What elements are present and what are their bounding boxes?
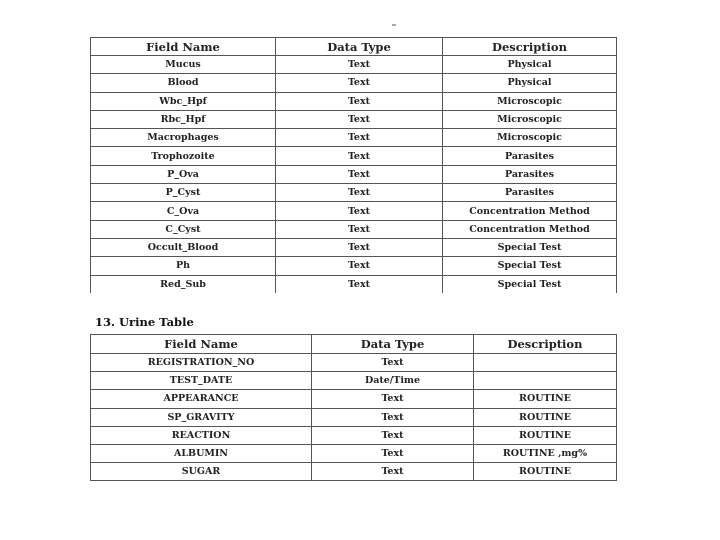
data-type-cell: Text <box>276 129 443 147</box>
description-cell: Concentration Method <box>443 202 617 220</box>
field-name-cell: Rbc_Hpf <box>91 110 276 128</box>
description-cell: Concentration Method <box>443 220 617 238</box>
field-name-cell: Occult_Blood <box>91 238 276 256</box>
description-cell: ROUTINE ,mg% <box>474 444 617 462</box>
table-header-row <box>91 38 617 56</box>
table-row <box>91 184 617 202</box>
scan-speck <box>392 24 396 26</box>
column-header-field-name: Field Name <box>91 38 276 56</box>
data-type-cell: Text <box>312 354 474 372</box>
data-type-cell: Text <box>276 220 443 238</box>
column-header-field-name: Field Name <box>91 335 312 354</box>
description-cell: Physical <box>443 56 617 74</box>
column-header-description: Description <box>443 38 617 56</box>
description-cell: Parasites <box>443 165 617 183</box>
table-row <box>91 372 617 390</box>
table-row <box>91 202 617 220</box>
table-row <box>91 165 617 183</box>
table-row <box>91 257 617 275</box>
data-type-cell: Text <box>276 56 443 74</box>
urine-table-body <box>91 354 617 481</box>
table-row <box>91 426 617 444</box>
data-type-cell: Text <box>276 184 443 202</box>
table-row <box>91 444 617 462</box>
table-row <box>91 463 617 481</box>
description-cell: ROUTINE <box>474 463 617 481</box>
table-row <box>91 129 617 147</box>
description-cell: Special Test <box>443 238 617 256</box>
column-header-data-type: Data Type <box>276 38 443 56</box>
field-name-cell: P_Cyst <box>91 184 276 202</box>
data-type-cell: Text <box>276 257 443 275</box>
table-row <box>91 390 617 408</box>
table-row <box>91 147 617 165</box>
table-row <box>91 408 617 426</box>
field-name-cell: C_Ova <box>91 202 276 220</box>
data-type-cell: Text <box>312 426 474 444</box>
table-row <box>91 110 617 128</box>
description-cell: Microscopic <box>443 110 617 128</box>
data-type-cell: Text <box>312 444 474 462</box>
field-name-cell: Ph <box>91 257 276 275</box>
table-row <box>91 275 617 293</box>
field-name-cell: SUGAR <box>91 463 312 481</box>
data-type-cell: Text <box>312 463 474 481</box>
data-type-cell: Text <box>276 238 443 256</box>
description-cell: Parasites <box>443 147 617 165</box>
field-name-cell: REGISTRATION_NO <box>91 354 312 372</box>
description-cell: ROUTINE <box>474 426 617 444</box>
field-name-cell: Red_Sub <box>91 275 276 293</box>
field-name-cell: APPEARANCE <box>91 390 312 408</box>
data-type-cell: Text <box>276 165 443 183</box>
data-type-cell: Text <box>312 390 474 408</box>
table-row <box>91 238 617 256</box>
description-cell: ROUTINE <box>474 390 617 408</box>
stool-fields-table <box>90 37 617 293</box>
description-cell: Physical <box>443 74 617 92</box>
description-cell: Special Test <box>443 275 617 293</box>
column-header-description: Description <box>474 335 617 354</box>
field-name-cell: Trophozoite <box>91 147 276 165</box>
table-row <box>91 56 617 74</box>
description-cell <box>474 354 617 372</box>
data-type-cell: Date/Time <box>312 372 474 390</box>
table-row <box>91 74 617 92</box>
field-name-cell: Blood <box>91 74 276 92</box>
data-type-cell: Text <box>276 202 443 220</box>
urine-fields-table <box>90 334 617 481</box>
field-name-cell: Wbc_Hpf <box>91 92 276 110</box>
field-name-cell: SP_GRAVITY <box>91 408 312 426</box>
field-name-cell: REACTION <box>91 426 312 444</box>
data-type-cell: Text <box>276 92 443 110</box>
table-header-row <box>91 335 617 354</box>
field-name-cell: Macrophages <box>91 129 276 147</box>
description-cell: Parasites <box>443 184 617 202</box>
field-name-cell: ALBUMIN <box>91 444 312 462</box>
field-name-cell: TEST_DATE <box>91 372 312 390</box>
table-row <box>91 92 617 110</box>
stool-table-body <box>91 56 617 293</box>
description-cell: Microscopic <box>443 92 617 110</box>
table-row <box>91 354 617 372</box>
description-cell: ROUTINE <box>474 408 617 426</box>
description-cell <box>474 372 617 390</box>
data-type-cell: Text <box>276 147 443 165</box>
data-type-cell: Text <box>276 110 443 128</box>
data-type-cell: Text <box>312 408 474 426</box>
description-cell: Microscopic <box>443 129 617 147</box>
section-heading-urine-table: 13. Urine Table <box>95 315 194 329</box>
data-type-cell: Text <box>276 74 443 92</box>
field-name-cell: Mucus <box>91 56 276 74</box>
data-type-cell: Text <box>276 275 443 293</box>
field-name-cell: C_Cyst <box>91 220 276 238</box>
field-name-cell: P_Ova <box>91 165 276 183</box>
description-cell: Special Test <box>443 257 617 275</box>
table-row <box>91 220 617 238</box>
column-header-data-type: Data Type <box>312 335 474 354</box>
